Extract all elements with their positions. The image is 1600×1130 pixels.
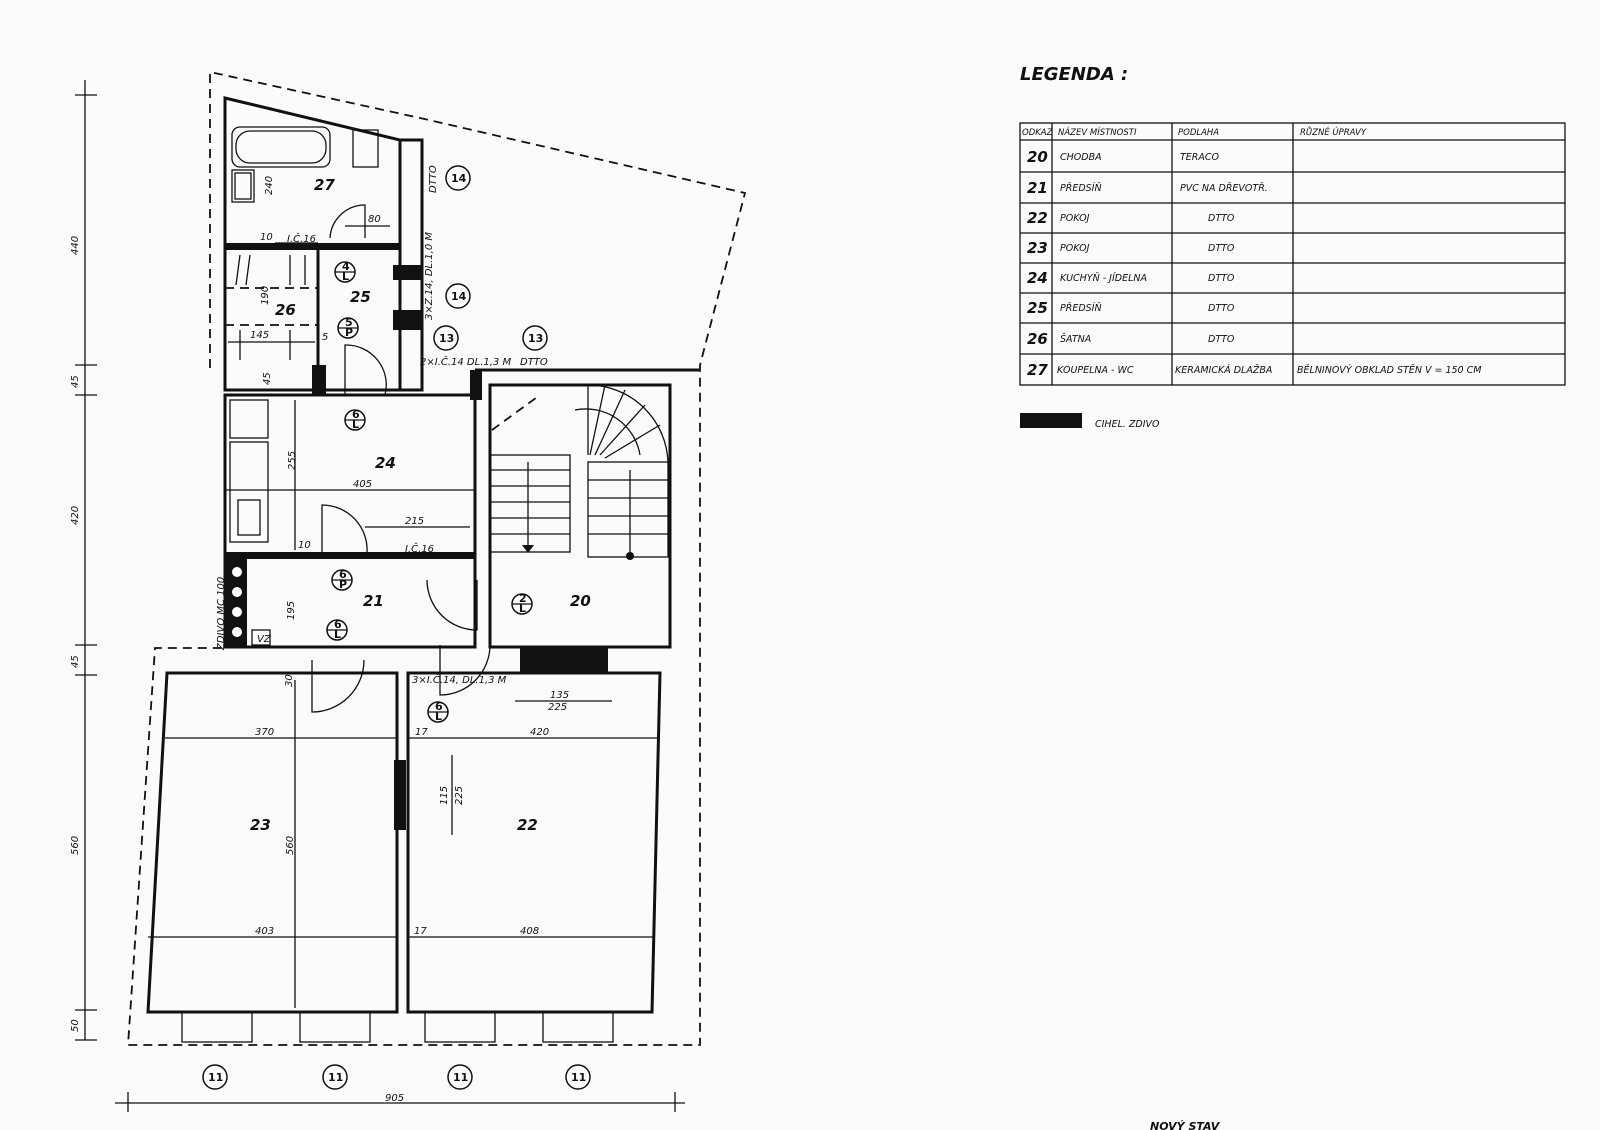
svg-text:L: L: [519, 602, 527, 615]
svg-text:POKOJ: POKOJ: [1060, 213, 1090, 224]
door-tag: [512, 592, 532, 615]
dim-905: 905: [385, 1093, 405, 1104]
dim-80: 80: [368, 214, 381, 225]
dim-135: 135: [550, 690, 570, 701]
svg-text:P: P: [339, 578, 348, 591]
dim-10-b: 10: [298, 540, 311, 551]
footer-state-label: NOVÝ STAV: [1150, 1120, 1220, 1130]
legend-header-floor: PODLAHA: [1178, 128, 1220, 138]
legend: [1020, 64, 1565, 430]
dim-440: 440: [70, 235, 81, 255]
brick-legend-label: CIHEL. ZDIVO: [1095, 419, 1160, 430]
dim-17-a: 17: [415, 727, 428, 738]
svg-text:CHODBA: CHODBA: [1060, 152, 1102, 163]
svg-text:DTTO: DTTO: [1208, 303, 1235, 314]
legend-row: [1027, 179, 1268, 197]
door-tag: [345, 408, 365, 431]
marker-13-b: 13: [528, 332, 544, 345]
svg-text:21: 21: [1027, 179, 1048, 197]
svg-text:5: 5: [345, 316, 353, 329]
door-tags: [327, 260, 532, 723]
legend-row: [1027, 299, 1235, 317]
svg-text:6: 6: [339, 568, 347, 581]
dim-560-inner: 560: [285, 835, 296, 855]
wardrobe-shelves: [225, 255, 318, 360]
left-dimension-chain: [70, 80, 97, 1040]
legend-title: LEGENDA :: [1020, 64, 1129, 85]
door-tag: [327, 618, 347, 641]
svg-text:25: 25: [1027, 299, 1048, 317]
room-27-label: 27: [314, 176, 335, 194]
dim-420: 420: [70, 505, 81, 525]
legend-header-notes: RŮZNÉ ÚPRAVY: [1300, 128, 1367, 138]
dim-560: 560: [70, 835, 81, 855]
marker-14-b: 14: [451, 290, 467, 303]
svg-text:PŘEDSÍŇ: PŘEDSÍŇ: [1060, 183, 1102, 194]
dim-50: 50: [70, 1019, 81, 1032]
svg-text:DTTO: DTTO: [1208, 273, 1235, 284]
marker-14-a: 14: [451, 172, 467, 185]
vz-label: VZ: [257, 634, 271, 645]
marker-11-d: 11: [571, 1071, 587, 1084]
dim-240: 240: [264, 175, 275, 195]
marker-11-a: 11: [208, 1071, 224, 1084]
svg-text:L: L: [435, 710, 443, 723]
beam-note-2: 2×I.Č.14 DL.1,3 M: [420, 357, 512, 368]
svg-text:6: 6: [435, 700, 443, 713]
svg-text:23: 23: [1027, 239, 1048, 257]
dtto-note-2: DTTO: [520, 357, 548, 368]
dim-30: 30: [284, 674, 295, 687]
i-beam-16-b: I.Č.16: [405, 544, 435, 555]
dim-45-b: 45: [70, 655, 81, 668]
svg-text:6: 6: [352, 408, 360, 421]
door-tag: [428, 700, 448, 723]
svg-text:KERAMICKÁ DLAŽBA: KERAMICKÁ DLAŽBA: [1175, 365, 1273, 376]
room-25-label: 25: [350, 288, 371, 306]
legend-row: [1027, 239, 1235, 257]
beam-note-3: 3×I.Č.14, DL.1,3 M: [412, 675, 507, 686]
svg-text:DTTO: DTTO: [1208, 334, 1235, 345]
svg-text:POKOJ: POKOJ: [1060, 243, 1090, 254]
dim-195: 195: [286, 600, 297, 620]
svg-text:P: P: [345, 326, 354, 339]
dim-45-a: 45: [70, 375, 81, 388]
legend-header-ref: ODKAZ: [1022, 128, 1053, 138]
svg-text:DTTO: DTTO: [1208, 243, 1235, 254]
svg-text:BĚLNINOVÝ OBKLAD STĚN V = 150: BĚLNINOVÝ OBKLAD STĚN V = 150 CM: [1297, 365, 1482, 376]
svg-text:L: L: [334, 628, 342, 641]
dim-145: 145: [250, 330, 270, 341]
legend-row: [1027, 269, 1235, 287]
door-tag: [338, 316, 358, 339]
room-26-label: 26: [275, 301, 296, 319]
dim-405: 405: [353, 479, 373, 490]
dim-5: 5: [322, 332, 329, 343]
svg-text:TERACO: TERACO: [1180, 152, 1220, 163]
beam-note-1: 3×Z.14, DL.1,0 M: [424, 231, 435, 320]
door-tag: [332, 568, 352, 591]
legend-row: [1027, 209, 1235, 227]
svg-text:PVC NA DŘEVOTŘ.: PVC NA DŘEVOTŘ.: [1180, 183, 1268, 194]
dim-420: 420: [530, 727, 550, 738]
svg-text:2: 2: [519, 592, 527, 605]
svg-text:KUCHYŇ - JÍDELNA: KUCHYŇ - JÍDELNA: [1060, 273, 1147, 284]
legend-row: [1027, 330, 1235, 348]
svg-text:27: 27: [1027, 361, 1048, 379]
room-24-label: 24: [375, 454, 396, 472]
brick-masonry: [225, 243, 608, 830]
dim-190: 190: [260, 285, 271, 305]
svg-text:DTTO: DTTO: [1208, 213, 1235, 224]
svg-text:L: L: [342, 270, 350, 283]
dim-408: 408: [520, 926, 540, 937]
svg-text:20: 20: [1027, 148, 1048, 166]
staircase: [490, 385, 668, 560]
svg-text:L: L: [352, 418, 360, 431]
dim-17-b: 17: [414, 926, 427, 937]
i-beam-16-a: I.Č.16: [287, 234, 317, 245]
dim-225-b: 225: [454, 785, 465, 805]
svg-text:24: 24: [1027, 269, 1048, 287]
dim-45: 45: [262, 372, 273, 385]
room-23-label: 23: [250, 816, 271, 834]
room-21-label: 21: [363, 592, 384, 610]
door-tag: [335, 260, 355, 283]
bottom-dimension: [115, 1092, 685, 1112]
bathroom-fixtures: [232, 127, 378, 202]
legend-row: [1027, 361, 1481, 379]
dim-215: 215: [405, 516, 425, 527]
dim-10-a: 10: [260, 232, 273, 243]
marker-11-c: 11: [453, 1071, 469, 1084]
svg-text:6: 6: [334, 618, 342, 631]
svg-text:26: 26: [1027, 330, 1048, 348]
brick-swatch: [1020, 413, 1082, 428]
dim-403: 403: [255, 926, 275, 937]
svg-text:PŘEDSÍŇ: PŘEDSÍŇ: [1060, 303, 1102, 314]
svg-text:ŠATNA: ŠATNA: [1060, 334, 1092, 345]
svg-text:22: 22: [1027, 209, 1048, 227]
dim-225-a: 225: [548, 702, 568, 713]
room-20-label: 20: [570, 592, 591, 610]
svg-text:KOUPELNA - WC: KOUPELNA - WC: [1057, 365, 1134, 376]
svg-text:4: 4: [342, 260, 350, 273]
dim-115: 115: [439, 785, 450, 805]
dim-255: 255: [287, 450, 298, 470]
dtto-note-1: DTTO: [428, 165, 439, 193]
room-22-label: 22: [517, 816, 538, 834]
zdivo-label: ZDIVO MC 100: [216, 576, 227, 650]
marker-13-a: 13: [439, 332, 455, 345]
marker-11-b: 11: [328, 1071, 344, 1084]
legend-row: [1027, 148, 1220, 166]
dim-370: 370: [255, 727, 275, 738]
legend-header-name: NÁZEV MÍSTNOSTI: [1058, 128, 1137, 138]
